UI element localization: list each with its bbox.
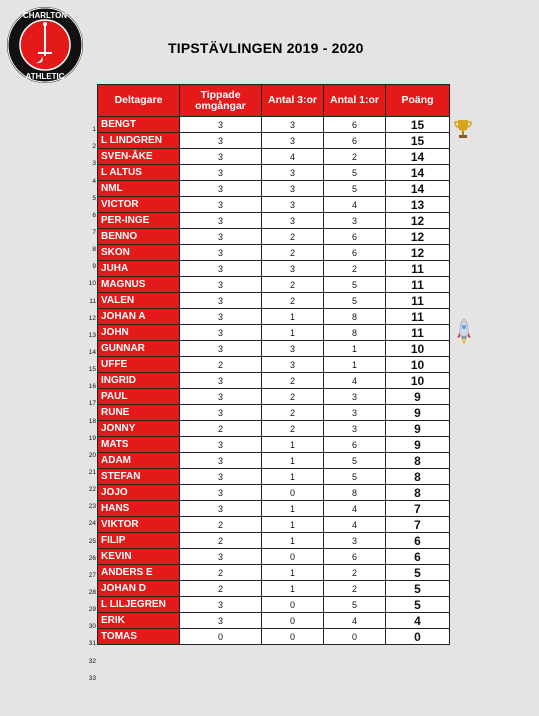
antal-1or-cell: 4: [324, 517, 386, 533]
antal-3or-cell: 1: [262, 581, 324, 597]
antal-3or-cell: 0: [262, 549, 324, 565]
participant-name: VALEN: [98, 293, 180, 309]
antal-3or-cell: 1: [262, 453, 324, 469]
tippade-cell: 3: [180, 501, 262, 517]
antal-3or-cell: 2: [262, 293, 324, 309]
antal-1or-cell: 4: [324, 197, 386, 213]
table-row: [98, 581, 450, 597]
antal-1or-cell: 4: [324, 501, 386, 517]
antal-1or-cell: 3: [324, 389, 386, 405]
tippade-cell: 3: [180, 293, 262, 309]
tippade-cell: 2: [180, 421, 262, 437]
antal-3or-cell: 1: [262, 309, 324, 325]
poang-cell: 6: [386, 549, 450, 565]
participant-name: L ALTUS: [98, 165, 180, 181]
tippade-cell: 3: [180, 613, 262, 629]
row-number: 30: [88, 623, 96, 631]
participant-name: RUNE: [98, 405, 180, 421]
charlton-athletic-logo: [6, 6, 84, 84]
antal-1or-cell: 6: [324, 549, 386, 565]
poang-cell: 7: [386, 501, 450, 517]
table-row: [98, 517, 450, 533]
poang-cell: 11: [386, 293, 450, 309]
row-number: 23: [88, 503, 96, 511]
row-number: 21: [88, 468, 96, 476]
row-number: 12: [88, 314, 96, 322]
antal-1or-cell: 8: [324, 309, 386, 325]
row-number: 28: [88, 588, 96, 596]
tippade-cell: 2: [180, 565, 262, 581]
antal-1or-cell: 5: [324, 469, 386, 485]
row-number: 31: [88, 640, 96, 648]
tippade-cell: 3: [180, 277, 262, 293]
antal-1or-cell: 8: [324, 485, 386, 501]
participant-name: JONNY: [98, 421, 180, 437]
tippade-cell: 3: [180, 149, 262, 165]
table-row: [98, 421, 450, 437]
participant-name: BENGT: [98, 117, 180, 133]
table-row: [98, 629, 450, 645]
col-header-antal-3or: Antal 3:or: [262, 85, 324, 117]
tippade-cell: 3: [180, 469, 262, 485]
poang-cell: 5: [386, 565, 450, 581]
participant-name: KEVIN: [98, 549, 180, 565]
antal-3or-cell: 2: [262, 421, 324, 437]
antal-1or-cell: 3: [324, 405, 386, 421]
row-numbers: [84, 116, 96, 682]
tippade-cell: 2: [180, 517, 262, 533]
antal-3or-cell: 0: [262, 613, 324, 629]
antal-3or-cell: 2: [262, 277, 324, 293]
table-row: [98, 213, 450, 229]
antal-3or-cell: 0: [262, 629, 324, 645]
participant-name: UFFE: [98, 357, 180, 373]
tippade-cell: 3: [180, 117, 262, 133]
page-title: TIPSTÄVLINGEN 2019 - 2020: [168, 40, 364, 56]
antal-3or-cell: 2: [262, 373, 324, 389]
tippade-cell: 0: [180, 629, 262, 645]
table-row: [98, 117, 450, 133]
row-number: 6: [92, 211, 96, 219]
participant-name: ANDERS E: [98, 565, 180, 581]
row-number: 5: [92, 194, 96, 202]
table-row: [98, 373, 450, 389]
poang-cell: 11: [386, 277, 450, 293]
table-row: [98, 197, 450, 213]
row-number: 1: [92, 126, 96, 134]
col-header-tippade: Tippade omgångar: [180, 85, 262, 117]
table-row: [98, 389, 450, 405]
tippade-cell: 3: [180, 437, 262, 453]
table-row: [98, 453, 450, 469]
antal-1or-cell: 1: [324, 357, 386, 373]
row-number: 4: [92, 177, 96, 185]
tippade-cell: 3: [180, 549, 262, 565]
tippade-cell: 3: [180, 181, 262, 197]
antal-1or-cell: 5: [324, 181, 386, 197]
row-number: 14: [88, 348, 96, 356]
participant-name: TOMAS: [98, 629, 180, 645]
participant-name: NML: [98, 181, 180, 197]
poang-cell: 14: [386, 149, 450, 165]
poang-cell: 12: [386, 229, 450, 245]
antal-1or-cell: 0: [324, 629, 386, 645]
table-row: [98, 229, 450, 245]
row-number: 3: [92, 160, 96, 168]
antal-1or-cell: 6: [324, 133, 386, 149]
antal-3or-cell: 3: [262, 165, 324, 181]
participant-name: JOHAN A: [98, 309, 180, 325]
participant-name: ERIK: [98, 613, 180, 629]
poang-cell: 13: [386, 197, 450, 213]
antal-1or-cell: 6: [324, 229, 386, 245]
poang-cell: 8: [386, 469, 450, 485]
antal-3or-cell: 2: [262, 389, 324, 405]
antal-1or-cell: 3: [324, 213, 386, 229]
antal-3or-cell: 1: [262, 437, 324, 453]
row-number: 33: [88, 674, 96, 682]
table-row: [98, 437, 450, 453]
antal-1or-cell: 5: [324, 165, 386, 181]
participant-name: L LINDGREN: [98, 133, 180, 149]
poang-cell: 11: [386, 261, 450, 277]
antal-1or-cell: 2: [324, 149, 386, 165]
antal-3or-cell: 2: [262, 405, 324, 421]
poang-cell: 12: [386, 245, 450, 261]
poang-cell: 5: [386, 597, 450, 613]
col-header-deltagare: Deltagare: [98, 85, 180, 117]
tippade-cell: 3: [180, 229, 262, 245]
tippade-cell: 3: [180, 165, 262, 181]
participant-name: BENNO: [98, 229, 180, 245]
poang-cell: 9: [386, 437, 450, 453]
table-row: [98, 261, 450, 277]
participant-name: SKON: [98, 245, 180, 261]
poang-cell: 12: [386, 213, 450, 229]
row-number: 24: [88, 520, 96, 528]
trophy-icon: [454, 118, 472, 140]
poang-cell: 15: [386, 133, 450, 149]
row-number: 32: [88, 657, 96, 665]
table-row: [98, 149, 450, 165]
antal-1or-cell: 2: [324, 261, 386, 277]
poang-cell: 7: [386, 517, 450, 533]
participant-name: JOJO: [98, 485, 180, 501]
tippade-cell: 3: [180, 373, 262, 389]
antal-3or-cell: 1: [262, 501, 324, 517]
table-row: [98, 469, 450, 485]
antal-3or-cell: 0: [262, 597, 324, 613]
logo-text-bottom: ATHLETIC: [25, 72, 65, 81]
antal-1or-cell: 5: [324, 453, 386, 469]
antal-3or-cell: 1: [262, 533, 324, 549]
table-row: [98, 309, 450, 325]
poang-cell: 10: [386, 341, 450, 357]
table-row: [98, 245, 450, 261]
row-number: 13: [88, 331, 96, 339]
table-row: [98, 165, 450, 181]
poang-cell: 10: [386, 357, 450, 373]
table-row: [98, 533, 450, 549]
antal-1or-cell: 3: [324, 533, 386, 549]
row-number: 9: [92, 263, 96, 271]
tippade-cell: 2: [180, 533, 262, 549]
tippade-cell: 3: [180, 245, 262, 261]
tippade-cell: 3: [180, 389, 262, 405]
participant-name: INGRID: [98, 373, 180, 389]
table-header-row: [98, 85, 450, 117]
table-row: [98, 549, 450, 565]
poang-cell: 0: [386, 629, 450, 645]
participant-name: FILIP: [98, 533, 180, 549]
poang-cell: 4: [386, 613, 450, 629]
row-number: 20: [88, 451, 96, 459]
poang-cell: 14: [386, 165, 450, 181]
antal-3or-cell: 3: [262, 117, 324, 133]
participant-name: VIKTOR: [98, 517, 180, 533]
participant-name: SVEN-ÅKE: [98, 149, 180, 165]
antal-1or-cell: 4: [324, 613, 386, 629]
tippade-cell: 3: [180, 309, 262, 325]
antal-1or-cell: 5: [324, 277, 386, 293]
table-row: [98, 613, 450, 629]
participant-name: JOHAN D: [98, 581, 180, 597]
row-number: 22: [88, 486, 96, 494]
antal-1or-cell: 3: [324, 421, 386, 437]
antal-1or-cell: 6: [324, 437, 386, 453]
tippade-cell: 3: [180, 405, 262, 421]
row-number: 11: [89, 297, 96, 305]
table-row: [98, 277, 450, 293]
poang-cell: 6: [386, 533, 450, 549]
table-row: [98, 341, 450, 357]
antal-1or-cell: 2: [324, 565, 386, 581]
poang-cell: 14: [386, 181, 450, 197]
antal-3or-cell: 3: [262, 357, 324, 373]
antal-1or-cell: 5: [324, 597, 386, 613]
row-number: 10: [88, 280, 96, 288]
participant-name: JOHN: [98, 325, 180, 341]
antal-3or-cell: 1: [262, 517, 324, 533]
participant-name: PER-INGE: [98, 213, 180, 229]
antal-3or-cell: 1: [262, 565, 324, 581]
row-number: 17: [88, 400, 96, 408]
tippade-cell: 3: [180, 325, 262, 341]
row-number: 25: [88, 537, 96, 545]
poang-cell: 9: [386, 405, 450, 421]
tippade-cell: 3: [180, 197, 262, 213]
tippade-cell: 2: [180, 357, 262, 373]
participant-name: MATS: [98, 437, 180, 453]
antal-3or-cell: 1: [262, 469, 324, 485]
table-row: [98, 485, 450, 501]
participant-name: JUHA: [98, 261, 180, 277]
table-row: [98, 501, 450, 517]
participant-name: STEFAN: [98, 469, 180, 485]
antal-3or-cell: 3: [262, 213, 324, 229]
row-number: 8: [92, 246, 96, 254]
participant-name: PAUL: [98, 389, 180, 405]
participant-name: HANS: [98, 501, 180, 517]
antal-3or-cell: 3: [262, 197, 324, 213]
logo-text-top: CHARLTON: [22, 11, 68, 20]
participant-name: VICTOR: [98, 197, 180, 213]
poang-cell: 9: [386, 389, 450, 405]
participant-name: ADAM: [98, 453, 180, 469]
participant-name: MAGNUS: [98, 277, 180, 293]
row-number: 16: [88, 383, 96, 391]
antal-3or-cell: 2: [262, 245, 324, 261]
antal-3or-cell: 0: [262, 485, 324, 501]
antal-1or-cell: 1: [324, 341, 386, 357]
antal-1or-cell: 4: [324, 373, 386, 389]
table-row: [98, 597, 450, 613]
tippade-cell: 3: [180, 597, 262, 613]
table-row: [98, 357, 450, 373]
table-body: [98, 117, 450, 645]
row-number: 19: [88, 434, 96, 442]
table-row: [98, 181, 450, 197]
antal-3or-cell: 3: [262, 133, 324, 149]
antal-1or-cell: 6: [324, 117, 386, 133]
participant-name: L LILJEGREN: [98, 597, 180, 613]
rocket-icon: [456, 318, 472, 350]
table-row: [98, 405, 450, 421]
antal-3or-cell: 3: [262, 341, 324, 357]
antal-3or-cell: 3: [262, 181, 324, 197]
poang-cell: 9: [386, 421, 450, 437]
antal-3or-cell: 1: [262, 325, 324, 341]
antal-3or-cell: 3: [262, 261, 324, 277]
tippade-cell: 3: [180, 133, 262, 149]
poang-cell: 8: [386, 453, 450, 469]
row-number: 26: [88, 554, 96, 562]
poang-cell: 8: [386, 485, 450, 501]
table-row: [98, 565, 450, 581]
row-number: 15: [88, 366, 96, 374]
row-number: 27: [88, 571, 96, 579]
poang-cell: 15: [386, 117, 450, 133]
table-row: [98, 325, 450, 341]
antal-3or-cell: 4: [262, 149, 324, 165]
tippade-cell: 3: [180, 261, 262, 277]
antal-1or-cell: 8: [324, 325, 386, 341]
tippade-cell: 2: [180, 581, 262, 597]
participant-name: GUNNAR: [98, 341, 180, 357]
tippade-cell: 3: [180, 485, 262, 501]
tippade-cell: 3: [180, 213, 262, 229]
col-header-poang: Poäng: [386, 85, 450, 117]
table-row: [98, 133, 450, 149]
tippade-cell: 3: [180, 453, 262, 469]
antal-1or-cell: 5: [324, 293, 386, 309]
poang-cell: 5: [386, 581, 450, 597]
row-number: 18: [88, 417, 96, 425]
standings-table: [97, 84, 449, 645]
poang-cell: 11: [386, 325, 450, 341]
antal-3or-cell: 2: [262, 229, 324, 245]
table-row: [98, 293, 450, 309]
antal-1or-cell: 6: [324, 245, 386, 261]
row-number: 7: [92, 228, 96, 236]
poang-cell: 10: [386, 373, 450, 389]
antal-1or-cell: 2: [324, 581, 386, 597]
row-number: 2: [92, 143, 96, 151]
poang-cell: 11: [386, 309, 450, 325]
tippade-cell: 3: [180, 341, 262, 357]
row-number: 29: [88, 606, 96, 614]
col-header-antal-1or: Antal 1:or: [324, 85, 386, 117]
